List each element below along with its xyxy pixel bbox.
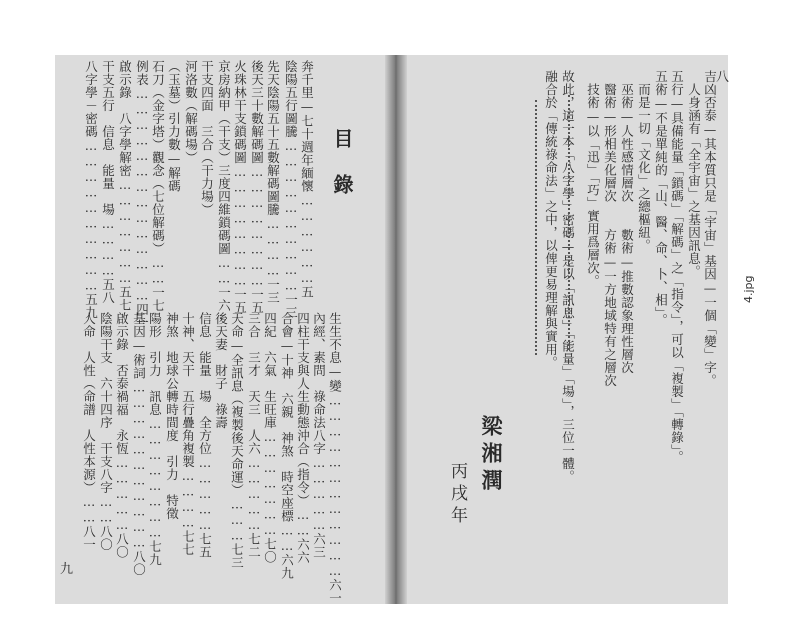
toc-entry: 陰陽干支 六十四序 干支八字……八〇	[98, 312, 114, 551]
toc-entry: 十神、天干 五行疊角複製…………七七	[180, 312, 196, 556]
toc-entry: 先天陰陽五十五數解碼圖騰…………一三	[265, 60, 281, 304]
toc-entry: 神煞 地球公轉時間度 引力 特徵	[164, 312, 180, 520]
dotted-divider	[535, 100, 537, 355]
toc-title: 目錄	[330, 128, 354, 220]
book-gutter	[385, 55, 407, 604]
toc-entry: 後天妻 財子 祿壽	[213, 312, 229, 429]
body-line: 吉凶否泰—其本質只是「宇宙」基因—一個「變」字。	[702, 70, 718, 387]
toc-entry: 八字學－密碼…………………………五九	[83, 60, 99, 319]
body-line: 人身涵有「全宇宙」之基因訊息。	[686, 70, 702, 278]
file-name-label: 4.jpg	[742, 275, 755, 303]
body-line: 五行—具備能量「鎖碼」「解碼」之「指令」，可以「複製」「轉錄」。	[669, 70, 685, 464]
body-line: 技術—以「迅」「巧」實用爲層次。	[585, 70, 601, 288]
toc-entry: 合會—十神 六親 神煞 時空座標……六九	[279, 312, 295, 580]
body-line: 而是一切「文化」之總樞紐。	[636, 70, 652, 252]
body-line: 五術—不是單純的「山、醫、命、卜、相」。	[653, 70, 669, 327]
author-name: 梁湘潤	[479, 415, 504, 496]
toc-entry: 陰陽五行圖騰…………………………一三	[283, 60, 299, 319]
body-line: 醫術—形相美化層次 方術—一方地域特有之層次	[602, 70, 618, 387]
toc-entry: 石刀（金字塔）觀念（七位解碼）……一七	[150, 60, 166, 312]
body-line: 故此，這一本「八字學」密碼—是以「訊息」「能量」「場」，三位一體。	[560, 70, 576, 483]
toc-entry: 四紀 六氣 生旺庫…………………七〇	[262, 312, 278, 564]
dotted-divider	[568, 95, 570, 350]
toc-entry: （玉墓）引力數—解碼	[166, 60, 182, 193]
toc-entry: 陽形 引力 訊息……………………七九	[147, 312, 163, 566]
toc-entry: 信息 能量 場 全方位……………七五	[197, 312, 213, 559]
toc-entry: 內經、素問 祿命法八字……………六三	[311, 312, 327, 559]
author-date: 丙戌年	[447, 462, 467, 528]
toc-entry: 河洛數（解碼場）	[183, 60, 199, 164]
toc-entry: 人命 人性（命譜 人性本源）……八一	[81, 312, 97, 551]
toc-entry: 火珠林干支鎖碼圖……………………一五	[232, 60, 248, 314]
body-line: 融合於「傳統祿命法」之中，以俾更易理解與實用。	[543, 70, 559, 369]
toc-entry: 干支四面 三合（干力場）	[199, 60, 215, 216]
toc-entry: 天命—全訊息（複製後天命運）………七三	[229, 312, 245, 569]
toc-entry: 生生不息—變………………………………六一	[327, 312, 343, 605]
toc-entry: 啟示錄 八字學解密…………………五七	[117, 60, 133, 312]
toc-entry: 干支五行 信息 能量 場…………五八	[100, 60, 116, 304]
toc-entry: 基因—術詞……………………………八〇	[131, 312, 147, 576]
toc-entry: 啟示錄 否泰禍福 永恆……………八〇	[114, 312, 130, 559]
toc-entry: 四柱干支與人生動態沖合（指令）……六六	[295, 312, 311, 564]
toc-entry: 京房納甲（干支）三度四維鎖碼圖……一六	[216, 60, 232, 312]
toc-entry: 後天三十數解碼圖……………………一五	[249, 60, 265, 314]
toc-entry: 例表……………………………………四一	[134, 60, 150, 329]
body-line: 巫術—人性感情層次 數術—推數認象理性層次	[619, 70, 635, 374]
toc-entry: 奔千里—七十週年緬懷………………五	[299, 60, 315, 299]
page-number-right: 八	[716, 70, 730, 85]
toc-entry: 三合 三才 天三 人六……………七二	[246, 312, 262, 559]
page-number-left: 九	[60, 562, 74, 577]
